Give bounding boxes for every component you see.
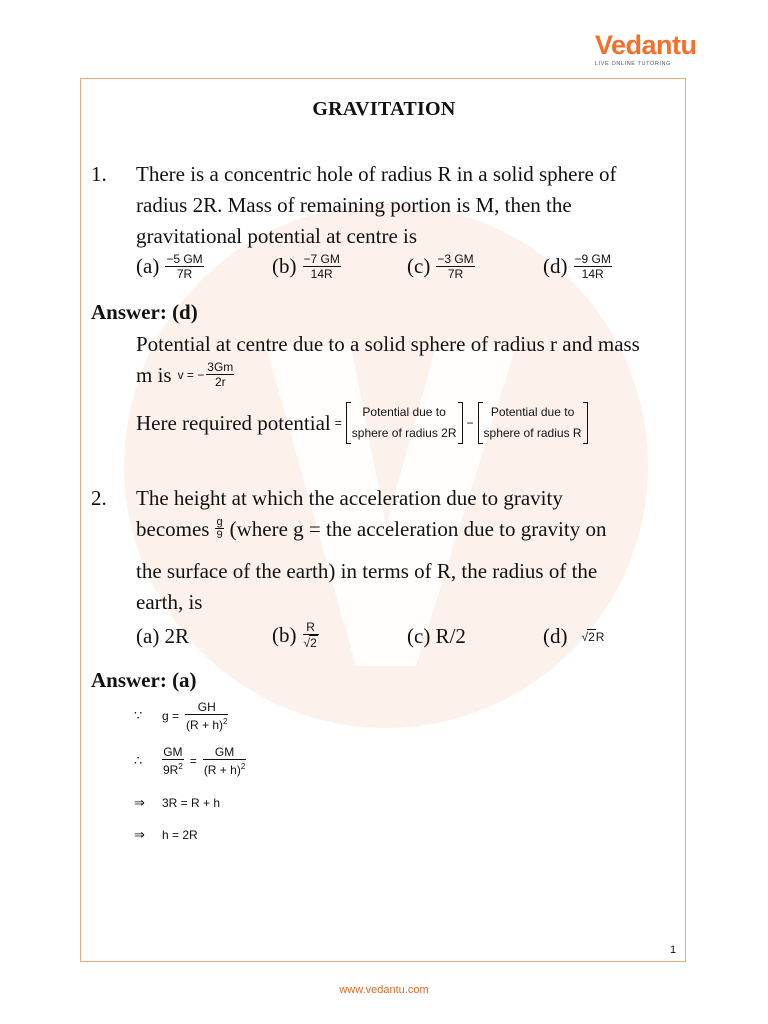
- q2-line4: earth, is: [136, 590, 203, 614]
- option-label: (b): [272, 254, 297, 278]
- fraction-numerator: −9 GM: [574, 252, 611, 266]
- q1-option-d: [543, 252, 612, 281]
- option-label: (d): [543, 254, 568, 278]
- fraction-denominator: 7R: [447, 267, 464, 281]
- a2-heading: Answer: (a): [91, 668, 197, 692]
- fraction-denominator: √2: [303, 636, 317, 650]
- step-1-fraction: [185, 700, 228, 732]
- bracket-term-2: [478, 402, 588, 444]
- g-over-9-fraction: [215, 516, 223, 541]
- q1-option-a: [136, 252, 204, 281]
- fraction-numerator: −5 GM: [166, 252, 203, 266]
- formula-lhs: v = −: [177, 367, 205, 382]
- step-2-fraction-left: [162, 745, 184, 777]
- q2-line2: [136, 516, 606, 541]
- bracket-1-top: Potential due to: [362, 405, 446, 419]
- a1-line2: [136, 360, 234, 389]
- q1-line1: There is a concentric hole of radius R in a solid sphere of: [136, 162, 617, 186]
- fraction-denominator: [185, 715, 228, 732]
- implies-symbol: ⇒: [134, 795, 145, 810]
- a2-step-4: [134, 827, 198, 843]
- fraction-denominator: 14R: [310, 267, 333, 281]
- step-3-text: 3R = R + h: [162, 796, 221, 810]
- a1-line3: [136, 402, 588, 444]
- fraction-denominator: [203, 760, 246, 777]
- option-fraction: [436, 252, 474, 281]
- option-label: (c): [407, 254, 431, 278]
- fraction-numerator: 3Gm: [207, 360, 234, 374]
- q2-option-b: [272, 620, 319, 650]
- a2-step-2: [134, 745, 246, 777]
- fraction-numerator: GH: [185, 700, 228, 715]
- option-suffix: R: [595, 630, 605, 644]
- fraction-denominator: 9: [216, 529, 223, 541]
- fraction-denominator: [162, 760, 184, 777]
- option-fraction: [303, 620, 319, 650]
- fraction-denominator: 14R: [581, 267, 604, 281]
- fraction-numerator: g: [216, 516, 223, 528]
- exponent: 2: [240, 762, 246, 771]
- fraction-numerator: GM: [203, 745, 246, 760]
- therefore-symbol: ∴: [134, 753, 143, 768]
- denominator-base: (R + h): [186, 718, 224, 732]
- q2-line2-suffix: (where g = the acceleration due to gravity on: [229, 516, 607, 541]
- step-1-lhs: g =: [162, 709, 180, 723]
- page-title: GRAVITATION: [312, 98, 456, 120]
- denominator-base: (R + h): [203, 763, 241, 777]
- q2-line1: The height at which the acceleration due to gravity: [136, 486, 563, 510]
- q2-option-a: (a) 2R: [136, 624, 190, 648]
- logo-wordmark: Vedantu: [595, 30, 697, 60]
- fraction-denominator: 7R: [176, 267, 193, 281]
- footer-url[interactable]: www.vedantu.com: [339, 984, 429, 996]
- page-number: 1: [670, 944, 677, 956]
- exponent: 2: [178, 762, 183, 771]
- step-2-fraction-right: [203, 745, 246, 777]
- option-label: (a): [136, 254, 160, 278]
- q2-number: 2.: [91, 486, 107, 510]
- q1-option-b: [272, 252, 341, 281]
- option-fraction: [165, 252, 203, 281]
- option-label: (b): [272, 622, 297, 647]
- q2-line2-prefix: becomes: [136, 516, 210, 541]
- option-fraction: [574, 252, 612, 281]
- a1-line1: Potential at centre due to a solid sphere of radius r and mass: [136, 332, 640, 356]
- q1-line3: gravitational potential at centre is: [136, 224, 418, 248]
- option-fraction: [303, 252, 341, 281]
- logo-tagline: LIVE ONLINE TUTORING: [595, 61, 671, 67]
- q1-number: 1.: [91, 162, 107, 186]
- bracket-2-top: Potential due to: [490, 405, 575, 419]
- a1-heading: Answer: (d): [91, 300, 198, 324]
- step-4-text: h = 2R: [162, 828, 198, 842]
- step-2-equals: =: [189, 754, 197, 768]
- minus-sign: −: [466, 416, 474, 430]
- q1-line2: radius 2R. Mass of remaining portion is M, then the: [136, 193, 572, 217]
- q2-line3: the surface of the earth) in terms of R, the radius of the: [136, 559, 598, 583]
- sqrt-radicand: 2: [310, 636, 317, 650]
- a1-line3-text: Here required potential: [136, 411, 331, 435]
- option-label: (d): [543, 624, 568, 648]
- fraction-denominator: 2r: [214, 375, 226, 389]
- bracket-2-bottom: sphere of radius R: [483, 426, 582, 440]
- equals-sign: =: [334, 416, 342, 430]
- vedantu-logo: [595, 30, 695, 67]
- option-value: √2R: [581, 630, 605, 644]
- q2-option-d: [543, 624, 604, 649]
- bracket-term-1: [346, 402, 463, 444]
- formula-fraction: [206, 360, 234, 389]
- because-symbol: ∵: [134, 708, 143, 723]
- q2-option-c: (c) R/2: [407, 624, 466, 648]
- a1-line2-prefix: m is: [136, 362, 172, 387]
- fraction-numerator: −7 GM: [303, 252, 340, 266]
- denominator-base: 9R: [163, 763, 179, 777]
- fraction-numerator: R: [303, 620, 319, 635]
- fraction-numerator: −3 GM: [437, 252, 474, 266]
- fraction-numerator: GM: [163, 745, 183, 759]
- a2-step-3: [134, 795, 220, 811]
- implies-symbol: ⇒: [134, 827, 145, 842]
- sqrt-radicand: 2: [588, 630, 595, 644]
- q1-option-c: [407, 252, 475, 281]
- a2-step-1: [134, 700, 228, 732]
- exponent: 2: [223, 717, 228, 726]
- bracket-1-bottom: sphere of radius 2R: [351, 426, 457, 440]
